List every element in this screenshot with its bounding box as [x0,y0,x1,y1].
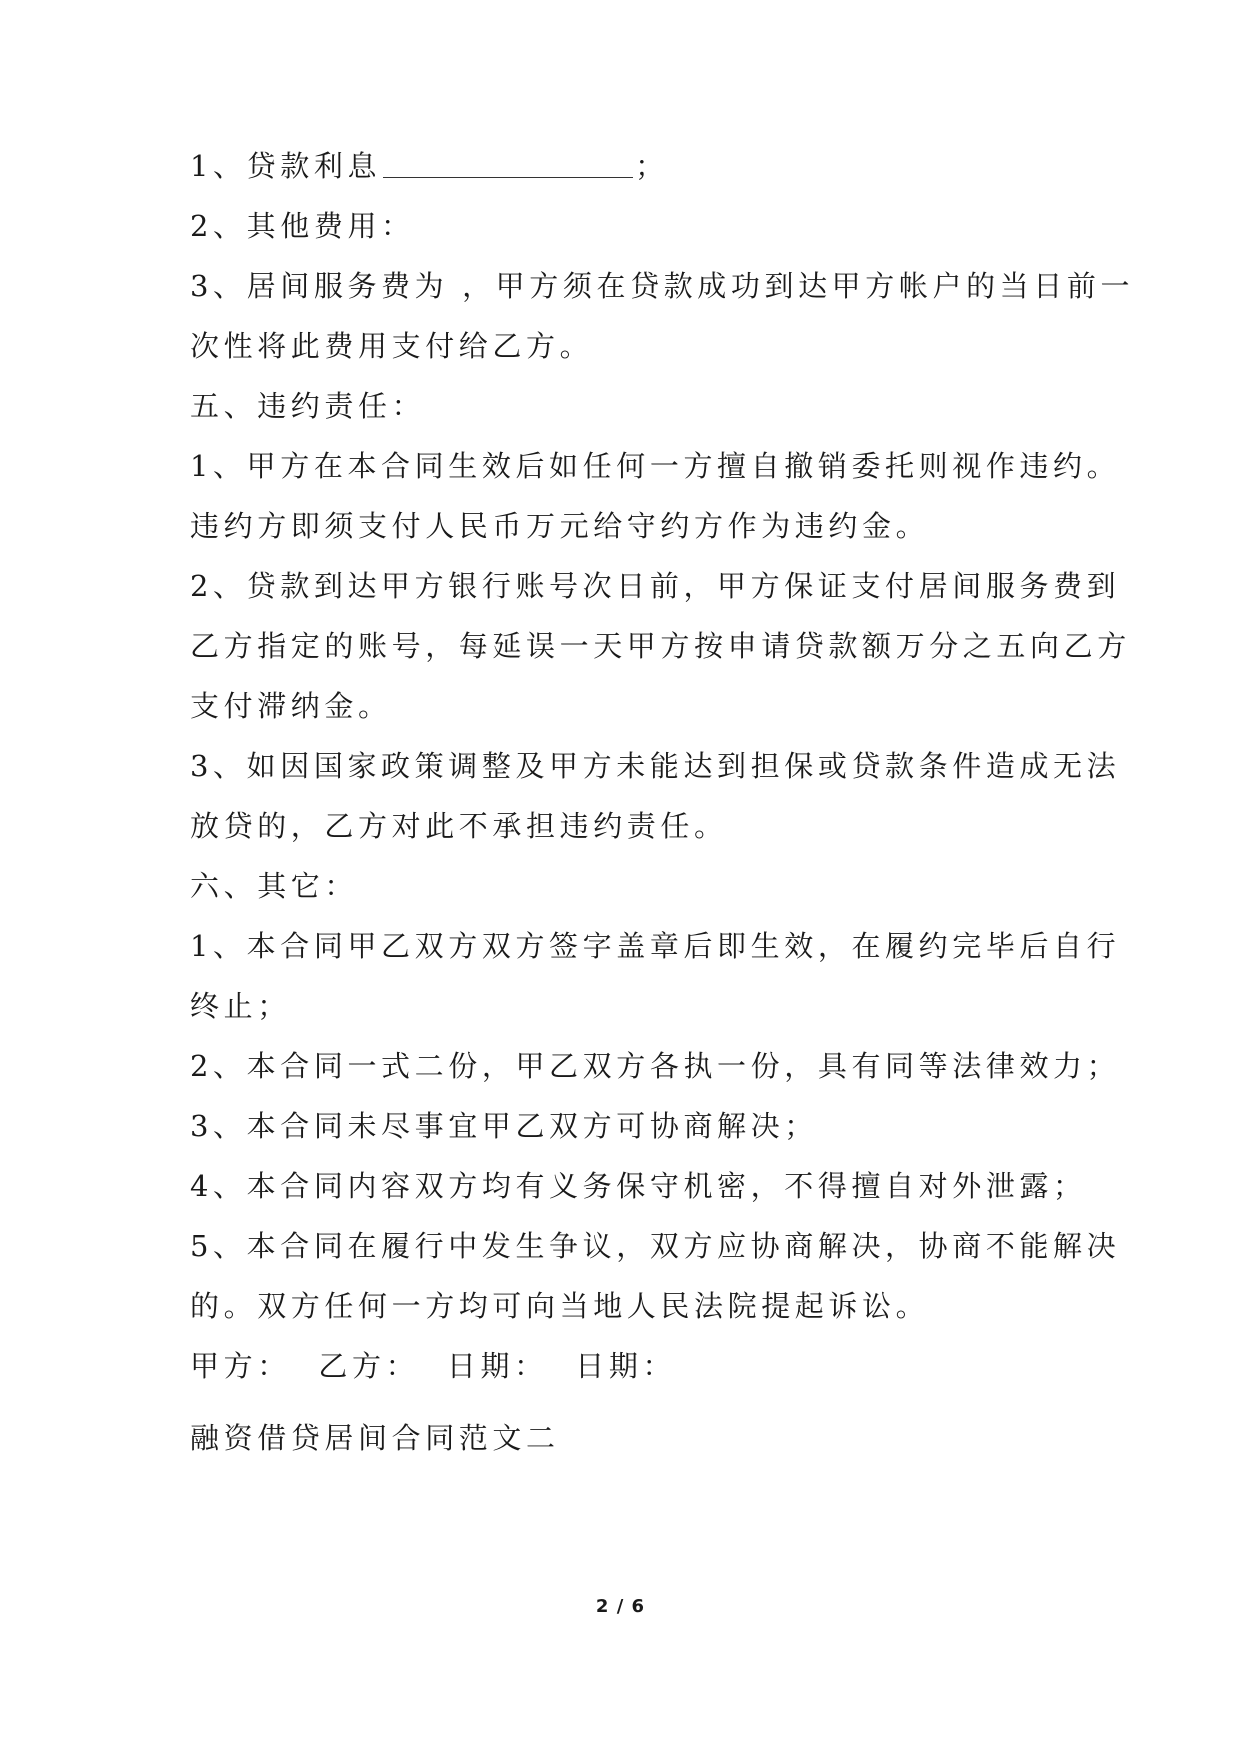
clause-breach-3-cont: 放贷的，乙方对此不承担违约责任。 [190,809,728,843]
clause-other-1: 1、本合同甲乙双方双方签字盖章后即生效，在履约完毕后自行 [190,929,1121,963]
section-heading-other: 六、其它： [190,869,359,903]
clause-loan-interest-label: 1、贷款利息 [190,149,382,183]
clause-breach-2-end: 支付滞纳金。 [190,689,392,723]
clause-service-fee: 3、居间服务费为 ，甲方须在贷款成功到达甲方帐户的当日前一 [190,269,1135,303]
clause-other-1-cont: 终止； [190,989,291,1023]
clause-loan-interest-end: ； [635,149,669,183]
section-heading-breach: 五、违约责任： [190,389,426,423]
clause-other-3: 3、本合同未尽事宜甲乙双方可协商解决； [190,1109,818,1143]
clause-other-4: 4、本合同内容双方均有义务保守机密，不得擅自对外泄露； [190,1169,1087,1203]
clause-other-5: 5、本合同在履行中发生争议，双方应协商解决，协商不能解决 [190,1229,1121,1263]
clause-breach-2: 2、贷款到达甲方银行账号次日前，甲方保证支付居间服务费到 [190,569,1121,603]
clause-loan-interest [190,146,1070,186]
clause-breach-1-cont: 违约方即须支付人民币万元给守约方作为违约金。 [190,509,930,543]
clause-other-2: 2、本合同一式二份，甲乙双方各执一份，具有同等法律效力； [190,1049,1121,1083]
clause-breach-2-cont: 乙方指定的账号，每延误一天甲方按申请贷款额万分之五向乙方 [190,629,1131,663]
signature-line: 甲方： 乙方： 日期： 日期： [190,1349,677,1383]
clause-breach-3: 3、如因国家政策调整及甲方未能达到担保或贷款条件造成无法 [190,749,1121,783]
clause-service-fee-cont: 次性将此费用支付给乙方。 [190,329,594,363]
fill-in-blank [383,149,633,178]
clause-breach-1: 1、甲方在本合同生效后如任何一方擅自撤销委托则视作违约。 [190,449,1121,483]
next-document-title: 融资借贷居间合同范文二 [190,1421,560,1455]
clause-other-fees: 2、其他费用： [190,209,415,243]
page-number: 2 / 6 [595,1596,646,1617]
clause-other-5-cont: 的。双方任何一方均可向当地人民法院提起诉讼。 [190,1289,930,1323]
